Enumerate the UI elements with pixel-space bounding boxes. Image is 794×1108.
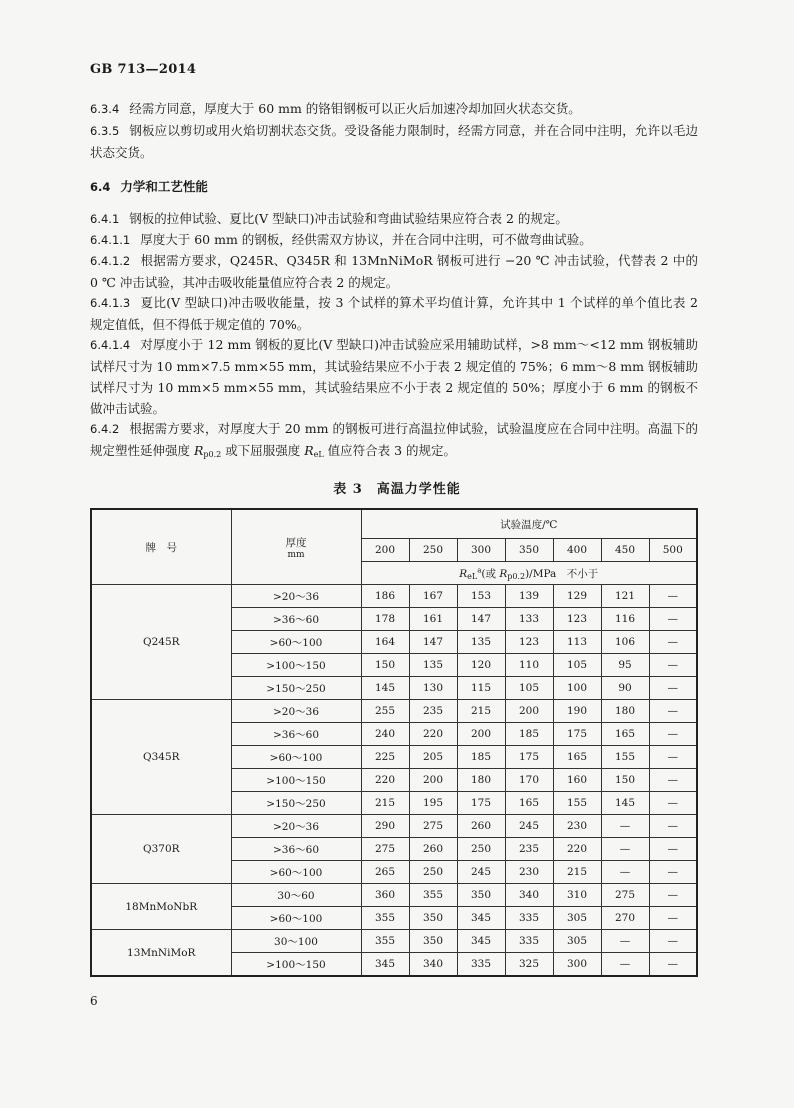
value-cell: 275 [601,884,649,907]
value-cell: 355 [361,930,409,953]
value-cell: 106 [601,631,649,654]
value-cell: 123 [553,608,601,631]
value-cell: 335 [505,930,553,953]
value-cell: — [649,608,697,631]
value-cell: 116 [601,608,649,631]
header-test-temperature: 试验温度/℃ [361,509,697,539]
section-title: 力学和工艺性能 [120,179,208,194]
table-row [91,884,697,907]
clause-text: 钢板应以剪切或用火焰切割状态交货。受设备能力限制时，经需方同意，并在合同中注明，允许以毛边状态交货。 [90,123,698,160]
value-cell: 195 [409,792,457,815]
value-cell: — [649,838,697,861]
table-row [91,585,697,608]
grade-cell: Q245R [91,585,231,700]
header-grade: 牌 号 [91,509,231,585]
value-cell: — [601,838,649,861]
value-cell: 123 [505,631,553,654]
value-cell: 165 [505,792,553,815]
value-cell: 220 [361,769,409,792]
grade-cell: Q345R [91,700,231,815]
value-cell: 95 [601,654,649,677]
symbol-r: R [193,443,204,458]
value-cell: 200 [409,769,457,792]
thickness-cell: >20～36 [231,815,361,838]
value-cell: 360 [361,884,409,907]
value-cell: 300 [553,953,601,977]
value-cell: 335 [457,953,505,977]
table-row [91,700,697,723]
value-cell: 121 [601,585,649,608]
value-cell: 340 [409,953,457,977]
symbol-r2: R [499,567,508,580]
value-cell: 155 [553,792,601,815]
value-cell: 175 [457,792,505,815]
value-cell: 150 [361,654,409,677]
value-cell: 230 [505,861,553,884]
value-cell: 345 [361,953,409,977]
value-cell: 161 [409,608,457,631]
value-cell: 180 [457,769,505,792]
clause-6-4-1-2 [90,250,698,293]
value-cell: 255 [361,700,409,723]
table-caption: 表 3 高温力学性能 [333,482,461,497]
value-cell: — [601,861,649,884]
value-cell: 340 [505,884,553,907]
value-cell: — [649,861,697,884]
value-cell: 120 [457,654,505,677]
value-cell: 147 [457,608,505,631]
thickness-cell: >100～150 [231,654,361,677]
value-cell: — [601,815,649,838]
value-cell: 90 [601,677,649,700]
value-cell: 164 [361,631,409,654]
high-temp-properties-table [90,508,698,977]
header-thickness-unit: mm [287,549,305,560]
value-cell: — [601,930,649,953]
value-cell: 245 [505,815,553,838]
value-cell: 215 [361,792,409,815]
value-cell: 185 [457,746,505,769]
thickness-cell: >100～150 [231,953,361,977]
temperature-cell: 500 [649,539,697,562]
temperature-cell: 350 [505,539,553,562]
strength-mid: (或 [481,567,500,580]
clause-number: 6.4.1.3 [90,296,131,310]
value-cell: 175 [505,746,553,769]
symbol-r2: R [304,443,314,458]
header-strength [361,562,697,585]
clause-6-3-5 [90,120,698,163]
value-cell: — [649,631,697,654]
value-cell: — [649,884,697,907]
page-header: GB 713—2014 [90,62,197,77]
value-cell: 305 [553,930,601,953]
value-cell: 245 [457,861,505,884]
thickness-cell: >150～250 [231,792,361,815]
clause-text: 夏比(V 型缺口)冲击吸收能量，按 3 个试样的算术平均值计算，允许其中 1 个试样的单个值比表 2 规定值低，但不得低于规定值的 70%。 [90,295,698,332]
value-cell: 167 [409,585,457,608]
clause-6-4-2 [90,418,698,465]
clause-text: 对厚度小于 12 mm 钢板的夏比(V 型缺口)冲击试验应采用辅助试样，>8 mm～<12 mm 钢板辅助试样尺寸为 10 mm×7.5 mm×55 mm，其试验结果应不小于表 2 规定值的 75%；6 mm～8 mm 钢板辅助试样尺寸为 10 mm×5 mm×55 mm，其试验结果应不小于表 2 规定值的 50%；厚度小于 6 mm 的钢板不做冲击试验。 [90,337,698,416]
thickness-cell: >150～250 [231,677,361,700]
value-cell: 350 [457,884,505,907]
value-cell: 205 [409,746,457,769]
value-cell: 105 [553,654,601,677]
thickness-cell: >60～100 [231,746,361,769]
clause-number: 6.3.4 [90,102,120,116]
value-cell: 160 [553,769,601,792]
symbol-r2-sub: eL [313,450,324,459]
thickness-cell: >36～60 [231,723,361,746]
clause-number: 6.4.1 [90,212,120,226]
value-cell: 135 [409,654,457,677]
grade-cell: 13MnNiMoR [91,930,231,977]
value-cell: 100 [553,677,601,700]
section-6-4-heading [90,176,698,198]
value-cell: — [649,953,697,977]
value-cell: — [649,677,697,700]
value-cell: 235 [505,838,553,861]
value-cell: 200 [457,723,505,746]
value-cell: 190 [553,700,601,723]
clause-number: 6.4.1.2 [90,254,131,268]
grade-cell: Q370R [91,815,231,884]
value-cell: 310 [553,884,601,907]
symbol-r2-sub: p0.2 [507,571,526,581]
value-cell: — [649,585,697,608]
clause-number: 6.4.2 [90,422,120,436]
value-cell: 260 [409,838,457,861]
value-cell: 335 [505,907,553,930]
thickness-cell: >100～150 [231,769,361,792]
value-cell: — [649,907,697,930]
value-cell: 150 [601,769,649,792]
symbol-r: R [459,567,468,580]
value-cell: 265 [361,861,409,884]
value-cell: 155 [601,746,649,769]
value-cell: 250 [457,838,505,861]
value-cell: 345 [457,930,505,953]
value-cell: 225 [361,746,409,769]
value-cell: — [649,769,697,792]
clause-number: 6.4.1.4 [90,338,131,352]
value-cell: 220 [553,838,601,861]
value-cell: — [601,953,649,977]
value-cell: 215 [457,700,505,723]
value-cell: 145 [601,792,649,815]
temperature-cell: 200 [361,539,409,562]
value-cell: 275 [361,838,409,861]
clause-6-4-1-4 [90,334,698,419]
value-cell: — [649,792,697,815]
value-cell: 230 [553,815,601,838]
grade-cell: 18MnMoNbR [91,884,231,930]
value-cell: 153 [457,585,505,608]
value-cell: — [649,700,697,723]
clause-text: 厚度大于 60 mm 的钢板，经供需双方协议，并在合同中注明，可不做弯曲试验。 [140,232,592,247]
value-cell: 275 [409,815,457,838]
clause-text: 根据需方要求，Q245R、Q345R 和 13MnNiMoR 钢板可进行 −20 ℃ 冲击试验，代替表 2 中的 0 ℃ 冲击试验，其冲击吸收能量值应符合表 2 的规定。 [90,253,698,290]
footnote-mark: a [477,566,482,574]
header-thickness-label: 厚度 [285,536,307,549]
value-cell: 170 [505,769,553,792]
value-cell: 240 [361,723,409,746]
table-row [91,815,697,838]
value-cell: — [649,930,697,953]
thickness-cell: >20～36 [231,585,361,608]
section-number: 6.4 [90,180,111,194]
thickness-cell: >60～100 [231,907,361,930]
page-number: 6 [90,994,98,1008]
thickness-cell: >20～36 [231,700,361,723]
strength-tail: )/MPa 不小于 [525,567,599,580]
value-cell: 305 [553,907,601,930]
value-cell: — [649,815,697,838]
value-cell: 270 [601,907,649,930]
value-cell: 345 [457,907,505,930]
thickness-cell: 30～100 [231,930,361,953]
symbol-r-sub: eL [467,571,478,581]
thickness-cell: 30～60 [231,884,361,907]
value-cell: 186 [361,585,409,608]
clause-number: 6.3.5 [90,124,120,138]
clause-text: 经需方同意，厚度大于 60 mm 的铬钼钢板可以正火后加速冷却加回火状态交货。 [129,101,581,116]
symbol-r-sub: p0.2 [203,450,222,459]
value-cell: 110 [505,654,553,677]
temperature-cell: 250 [409,539,457,562]
value-cell: 260 [457,815,505,838]
value-cell: 200 [505,700,553,723]
value-cell: 115 [457,677,505,700]
value-cell: 350 [409,907,457,930]
value-cell: 355 [409,884,457,907]
value-cell: 105 [505,677,553,700]
thickness-cell: >60～100 [231,631,361,654]
value-cell: 185 [505,723,553,746]
table-row [91,930,697,953]
temperature-cell: 300 [457,539,505,562]
value-cell: 180 [601,700,649,723]
temperature-cell: 450 [601,539,649,562]
value-cell: 135 [457,631,505,654]
temperature-cell: 400 [553,539,601,562]
clause-number: 6.4.1.1 [90,233,131,247]
value-cell: 130 [409,677,457,700]
value-cell: 147 [409,631,457,654]
value-cell: 325 [505,953,553,977]
value-cell: 355 [361,907,409,930]
value-cell: 175 [553,723,601,746]
clause-6-3-4 [90,98,698,120]
clause-6-4-1 [90,208,698,230]
clause-text-c: 值应符合表 3 的规定。 [323,443,457,458]
value-cell: — [649,654,697,677]
thickness-cell: >60～100 [231,861,361,884]
value-cell: 290 [361,815,409,838]
clause-6-4-1-1 [90,229,698,251]
clause-text-b: 或下屈服强度 [221,443,305,458]
value-cell: 250 [409,861,457,884]
header-thickness [231,509,361,585]
value-cell: 235 [409,700,457,723]
clause-text-a: 根据需方要求，对厚度大于 20 mm 的钢板可进行高温拉伸试验，试验温度应在合同中注明。高温下的规定塑性延伸强度 [90,421,698,458]
thickness-cell: >36～60 [231,838,361,861]
value-cell: 139 [505,585,553,608]
value-cell: — [649,746,697,769]
value-cell: 165 [553,746,601,769]
value-cell: 215 [553,861,601,884]
value-cell: 220 [409,723,457,746]
clause-text: 钢板的拉伸试验、夏比(V 型缺口)冲击试验和弯曲试验结果应符合表 2 的规定。 [129,211,568,226]
value-cell: 178 [361,608,409,631]
value-cell: — [649,723,697,746]
value-cell: 350 [409,930,457,953]
value-cell: 165 [601,723,649,746]
value-cell: 129 [553,585,601,608]
value-cell: 113 [553,631,601,654]
value-cell: 145 [361,677,409,700]
value-cell: 133 [505,608,553,631]
thickness-cell: >36～60 [231,608,361,631]
clause-6-4-1-3 [90,292,698,335]
